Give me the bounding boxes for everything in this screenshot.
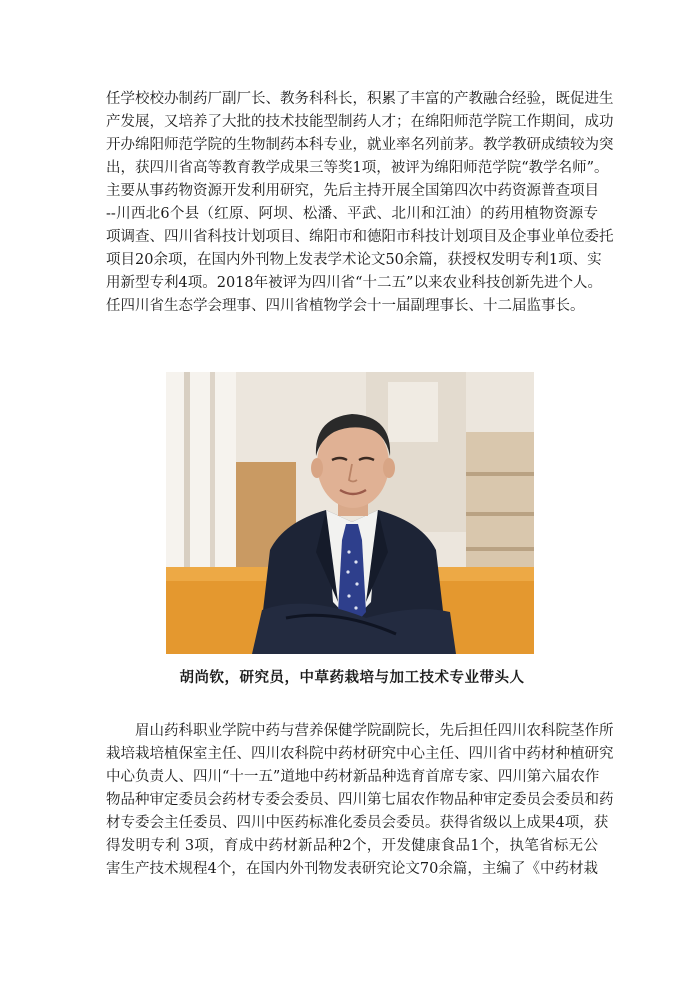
text-line: 出，获四川省高等教育教学成果三等奖1项，被评为绵阳师范学院“教学名师”。	[106, 160, 609, 176]
text-line: 得发明专利 3项，育成中药材新品种2个，开发健康食品1个，执笔省标无公	[106, 838, 598, 854]
text-line: 开办绵阳师范学院的生物制药本科专业，就业率名列前茅。教学教研成绩较为突	[106, 137, 614, 153]
text-line: 材专委会主任委员、四川中医药标准化委员会委员。获得省级以上成果4项，获	[106, 815, 609, 831]
text-line: 项目20余项，在国内外刊物上发表学术论文50余篇，获授权发明专利1项、实	[106, 252, 602, 268]
text-line: 任学校校办制药厂副厂长、教务科科长，积累了丰富的产教融合经验，既促进生	[106, 91, 614, 107]
text-line: 任四川省生态学会理事、四川省植物学会十一届副理事长、十二届监事长。	[106, 298, 585, 314]
text-line: 中心负责人、四川“十一五”道地中药材新品种选育首席专家、四川第六届农作	[106, 769, 600, 785]
window-left	[166, 372, 236, 572]
text-line: 眉山药科职业学院中药与营养保健学院副院长，先后担任四川农科院茎作所	[135, 723, 614, 739]
paragraph-1	[106, 88, 614, 318]
text-line: 项调查、四川省科技计划项目、绵阳市和德阳市科技计划项目及企事业单位委托	[106, 229, 614, 245]
paragraph-2	[106, 720, 614, 881]
text-line: 物品种审定委员会药材专委会委员、四川第七届农作物品种审定委员会委员和药	[106, 792, 614, 808]
text-line: 栽培栽培植保室主任、四川农科院中药材研究中心主任、四川省中药材种植研究	[106, 746, 614, 762]
photo-caption: 胡尚钦，研究员，中草药栽培与加工技术专业带头人	[179, 669, 525, 686]
text-line: 害生产技术规程4个，在国内外刊物发表研究论文70余篇，主编了《中药材栽	[106, 861, 598, 877]
text-line: 用新型专利4项。2018年被评为四川省“十二五”以来农业科技创新先进个人。	[106, 275, 602, 291]
text-line: --川西北6个县（红原、阿坝、松潘、平武、北川和江油）的药用植物资源专	[106, 206, 598, 222]
text-line: 产发展，又培养了大批的技术技能型制药人才；在绵阳师范学院工作期间，成功	[106, 114, 614, 130]
text-line: 主要从事药物资源开发利用研究，先后主持开展全国第四次中药资源普查项目	[106, 183, 599, 199]
portrait-photo	[166, 372, 534, 654]
